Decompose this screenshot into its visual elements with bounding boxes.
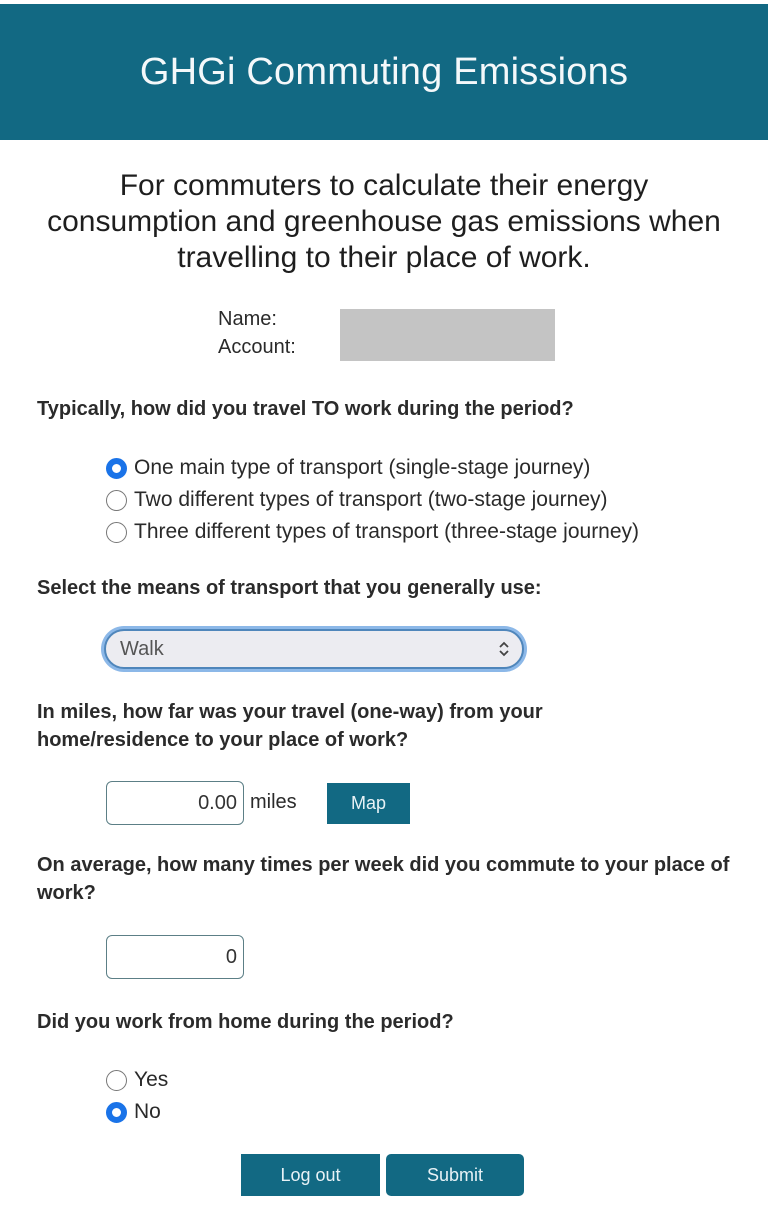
- distance-question: In miles, how far was your travel (one-way) from your home/residence to your place of work?: [37, 701, 543, 751]
- wfh-radio-group: [106, 1064, 168, 1128]
- radio-single-stage[interactable]: [106, 452, 639, 484]
- radio-label: One main type of transport (single-stage journey): [134, 456, 591, 479]
- distance-unit: miles: [250, 791, 297, 813]
- travel-type-radio-group: [106, 452, 639, 548]
- transport-means-select[interactable]: [104, 629, 524, 669]
- user-info: [218, 305, 296, 361]
- travel-type-question: Typically, how did you travel TO work during the period?: [37, 398, 574, 420]
- distance-input[interactable]: [106, 781, 244, 825]
- radio-label: Two different types of transport (two-stage journey): [134, 488, 608, 511]
- radio-wfh-yes[interactable]: [106, 1064, 168, 1096]
- intro-text: For commuters to calculate their energy consumption and greenhouse gas emissions when travelling to their place of work.: [47, 169, 721, 274]
- radio-unchecked-icon[interactable]: [106, 490, 127, 511]
- selected-transport: Walk: [120, 637, 164, 660]
- radio-checked-icon[interactable]: [106, 1102, 127, 1123]
- radio-three-stage[interactable]: [106, 516, 639, 548]
- app-header: [0, 4, 768, 140]
- logout-button[interactable]: Log out: [241, 1154, 380, 1196]
- map-button[interactable]: Map: [327, 783, 410, 824]
- radio-label: No: [134, 1100, 161, 1123]
- frequency-value: 0: [225, 945, 237, 968]
- radio-unchecked-icon[interactable]: [106, 522, 127, 543]
- name-label: Name:: [218, 308, 277, 330]
- transport-means-question: Select the means of transport that you generally use:: [37, 577, 542, 599]
- account-label: Account:: [218, 336, 296, 358]
- radio-label: Three different types of transport (three-stage journey): [134, 520, 640, 543]
- frequency-input[interactable]: [106, 935, 244, 979]
- radio-checked-icon[interactable]: [106, 458, 127, 479]
- wfh-question: Did you work from home during the period?: [37, 1011, 454, 1033]
- radio-two-stage[interactable]: [106, 484, 639, 516]
- app-title: GHGi Commuting Emissions: [139, 50, 629, 93]
- submit-button[interactable]: Submit: [386, 1154, 524, 1196]
- radio-label: Yes: [134, 1068, 169, 1091]
- redacted-user-details: [340, 309, 555, 361]
- distance-value: 0.00: [198, 791, 237, 814]
- chevron-up-down-icon: [498, 641, 510, 657]
- radio-unchecked-icon[interactable]: [106, 1070, 127, 1091]
- frequency-question: On average, how many times per week did you commute to your place of work?: [37, 854, 730, 904]
- radio-wfh-no[interactable]: [106, 1096, 168, 1128]
